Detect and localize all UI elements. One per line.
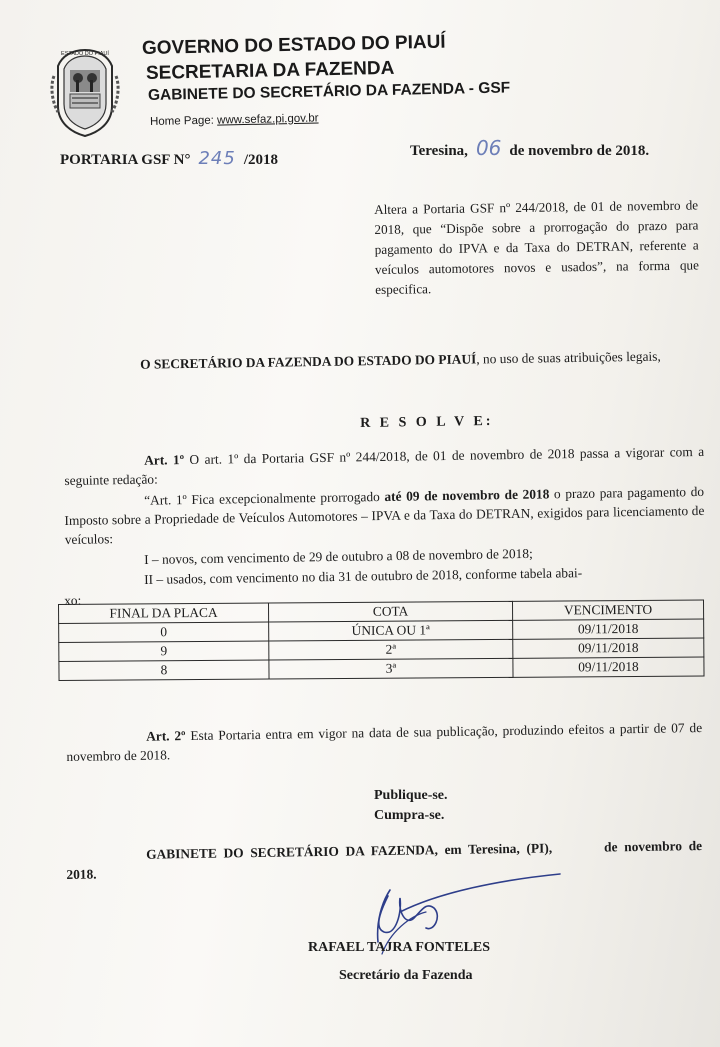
table-header-cell: COTA <box>268 601 512 622</box>
table-cell: 2ª <box>269 639 513 660</box>
quote-bold: até 09 de novembro de 2018 <box>384 486 550 504</box>
table-cell: 09/11/2018 <box>513 657 704 677</box>
table-cell: 8 <box>59 660 269 680</box>
table-cell: 3ª <box>269 658 513 679</box>
publique-se: Publique-se. <box>374 788 448 803</box>
document-date <box>410 136 649 160</box>
header-secretariat: SECRETARIA DA FAZENDA <box>145 57 395 84</box>
header-cabinet: GABINETE DO SECRETÁRIO DA FAZENDA - GSF <box>147 79 511 104</box>
state-seal-icon <box>50 46 120 138</box>
article-1-text: O art. 1º da Portaria GSF nº 244/2018, de 01 de novembro de 2018 passa a vigorar com a seguinte redação: <box>64 443 705 488</box>
seal-text: ESTADO DO PIAUÍ <box>61 51 109 57</box>
table-cell: 0 <box>59 622 269 642</box>
table-cell: 9 <box>59 641 269 661</box>
inciso-2: II – usados, com vencimento no dia 31 de outubro de 2018, conforme tabela abai- <box>144 565 583 587</box>
inciso-1: I – novos, com vencimento de 29 de outubro a 08 de novembro de 2018; <box>144 545 533 567</box>
article-2 <box>66 718 703 766</box>
preamble-bold: O SECRETÁRIO DA FAZENDA DO ESTADO DO PIAUÍ <box>140 351 477 372</box>
portaria-prefix: PORTARIA GSF N° <box>60 152 191 168</box>
portaria-handwritten-number: 245 <box>198 148 236 169</box>
article-1-label: Art. 1º <box>144 452 185 468</box>
portaria-suffix: /2018 <box>243 152 279 168</box>
signer-name: RAFAEL TAJRA FONTELES <box>308 940 491 955</box>
closing-formula <box>374 786 448 826</box>
preamble <box>60 346 700 375</box>
date-suffix: de novembro de 2018. <box>509 143 650 159</box>
article-1-quote <box>64 482 705 549</box>
homepage-link[interactable]: www.sefaz.pi.gov.br <box>216 112 319 127</box>
signer-role: Secretário da Fazenda <box>339 968 473 983</box>
cumpra-se: Cumpra-se. <box>374 808 445 823</box>
article-2-text: Esta Portaria entra em vigor na data de sua publicação, produzindo efeitos a partir de 07 de novembro de 2018. <box>66 720 703 764</box>
header-homepage <box>150 112 319 128</box>
homepage-label: Home Page: <box>149 114 218 128</box>
header-government: GOVERNO DO ESTADO DO PIAUÍ <box>141 31 446 59</box>
vencimento-table <box>58 599 705 681</box>
table-row <box>59 657 704 681</box>
inciso-2-continuation: xo: <box>64 592 82 608</box>
gabinete-month: novembro de 2018. <box>66 838 703 882</box>
gabinete-de: de <box>603 839 618 855</box>
quote-before: “Art. 1º Fica excepcionalmente prorrogado <box>144 488 385 508</box>
resolve-heading: R E S O L V E: <box>360 413 494 431</box>
table-cell: ÚNICA OU 1ª <box>269 620 513 641</box>
preamble-rest: , no uso de suas atribuições legais, <box>476 348 661 367</box>
article-2-label: Art. 2º <box>146 728 186 744</box>
gabinete-text: GABINETE DO SECRETÁRIO DA FAZENDA, em Teresina, (PI), <box>146 840 553 862</box>
table-header-cell: VENCIMENTO <box>512 600 703 620</box>
ementa: Altera a Portaria GSF nº 244/2018, de 01 de novembro de 2018, que “Dispõe sobre a prorrogação do prazo para pagamento do IPVA e da Taxa do DETRAN, referente a veículos automotores novos e usados”, na forma que especifica. <box>374 197 700 297</box>
portaria-number <box>60 148 278 169</box>
table-cell: 09/11/2018 <box>513 638 704 658</box>
quote-after: o prazo para pagamento do Imposto sobre a Propriedade de Veículos Automotores – IPVA e da Taxa do DETRAN, exigidos para licenciamento de veículos: <box>64 483 705 547</box>
date-prefix: Teresina, <box>410 143 468 159</box>
date-handwritten-day: 06 <box>475 136 502 160</box>
table-header-cell: FINAL DA PLACA <box>59 603 269 623</box>
table-cell: 09/11/2018 <box>513 619 704 639</box>
